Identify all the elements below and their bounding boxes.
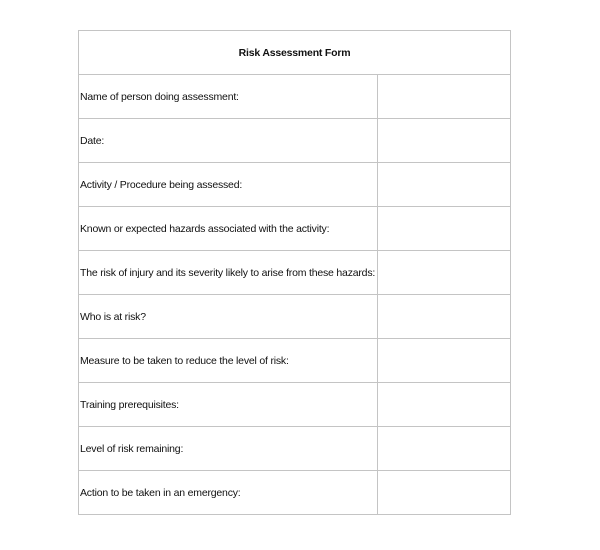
- field-label-emergency-action: Action to be taken in an emergency:: [79, 471, 378, 515]
- field-label-activity: Activity / Procedure being assessed:: [79, 163, 378, 207]
- field-label-who-at-risk: Who is at risk?: [79, 295, 378, 339]
- field-label-assessor-name: Name of person doing assessment:: [79, 75, 378, 119]
- risk-assessment-table: [78, 30, 511, 515]
- field-label-injury-risk: The risk of injury and its severity likely to arise from these hazards:: [79, 251, 378, 295]
- field-value-date[interactable]: [377, 119, 510, 163]
- table-row: [79, 119, 511, 163]
- field-value-emergency-action[interactable]: [377, 471, 510, 515]
- table-row: [79, 427, 511, 471]
- field-label-date: Date:: [79, 119, 378, 163]
- table-row: [79, 251, 511, 295]
- table-row: [79, 295, 511, 339]
- table-row: [79, 207, 511, 251]
- field-value-activity[interactable]: [377, 163, 510, 207]
- field-label-training: Training prerequisites:: [79, 383, 378, 427]
- field-value-hazards[interactable]: [377, 207, 510, 251]
- field-label-hazards: Known or expected hazards associated with the activity:: [79, 207, 378, 251]
- field-value-remaining-risk[interactable]: [377, 427, 510, 471]
- field-value-injury-risk[interactable]: [377, 251, 510, 295]
- table-row: [79, 339, 511, 383]
- table-row: [79, 383, 511, 427]
- table-row: [79, 75, 511, 119]
- field-value-training[interactable]: [377, 383, 510, 427]
- field-value-measures[interactable]: [377, 339, 510, 383]
- table-row: [79, 163, 511, 207]
- field-value-who-at-risk[interactable]: [377, 295, 510, 339]
- field-label-remaining-risk: Level of risk remaining:: [79, 427, 378, 471]
- title-row: [79, 31, 511, 75]
- form-title: Risk Assessment Form: [79, 31, 511, 75]
- field-label-measures: Measure to be taken to reduce the level of risk:: [79, 339, 378, 383]
- field-value-assessor-name[interactable]: [377, 75, 510, 119]
- table-row: [79, 471, 511, 515]
